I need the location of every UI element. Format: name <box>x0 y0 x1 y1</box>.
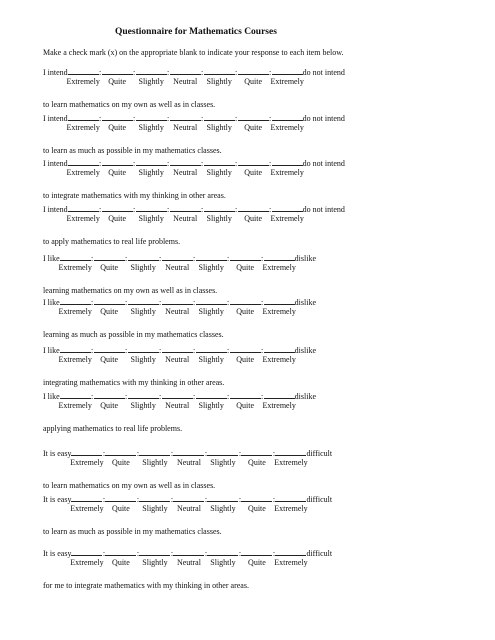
scale-label: Neutral <box>165 263 190 272</box>
response-blank[interactable] <box>241 448 272 456</box>
blank-separator: : <box>91 254 94 263</box>
response-blank[interactable] <box>272 113 303 121</box>
response-blank[interactable] <box>272 204 303 212</box>
response-blank[interactable] <box>196 253 227 261</box>
scale-label: Neutral <box>176 504 201 513</box>
blank-separator: : <box>167 114 170 123</box>
response-blank[interactable] <box>60 391 91 399</box>
scale-label: Quite <box>100 307 119 316</box>
right-anchor-label: difficult <box>306 449 333 458</box>
response-blank[interactable] <box>136 113 167 121</box>
blank-separator: : <box>99 68 102 77</box>
blank-separator: : <box>269 68 272 77</box>
scale-label: Slightly <box>130 355 156 364</box>
response-blank[interactable] <box>272 67 303 75</box>
scale-label: Slightly <box>206 214 232 223</box>
rating-scale <box>43 253 463 263</box>
response-blank[interactable] <box>196 345 227 353</box>
scale-label: Slightly <box>130 263 156 272</box>
response-blank[interactable] <box>238 158 269 166</box>
blank-separator: : <box>269 114 272 123</box>
rating-scale <box>43 548 463 558</box>
scale-label: Quite <box>108 168 127 177</box>
item-statement: to apply mathematics to real life problems. <box>43 237 181 246</box>
blank-separator: : <box>227 392 230 401</box>
response-blank[interactable] <box>136 158 167 166</box>
blank-separator: : <box>204 495 208 504</box>
blank-separator: : <box>133 68 136 77</box>
blank-separator: : <box>269 205 272 214</box>
scale-label: Extremely <box>274 504 308 513</box>
scale-label: Quite <box>244 168 263 177</box>
questionnaire-item <box>43 158 463 200</box>
item-statement: learning as much as possible in my mathematics classes. <box>43 330 224 339</box>
scale-label: Neutral <box>176 458 201 467</box>
scale-label: Extremely <box>262 307 296 316</box>
response-blank[interactable] <box>173 448 204 456</box>
page-title: Questionnaire for Mathematics Courses <box>115 27 277 37</box>
response-blank[interactable] <box>241 494 272 502</box>
blank-separator: : <box>227 346 230 355</box>
response-blank[interactable] <box>196 391 227 399</box>
response-blank[interactable] <box>170 204 201 212</box>
response-blank[interactable] <box>60 253 91 261</box>
scale-label: Slightly <box>206 168 232 177</box>
scale-label: Quite <box>108 123 127 132</box>
scale-label: Slightly <box>198 355 224 364</box>
scale-label: Quite <box>248 504 266 513</box>
scale-label: Quite <box>112 458 130 467</box>
scale-label: Extremely <box>66 168 100 177</box>
response-blank[interactable] <box>162 345 193 353</box>
scale-label: Extremely <box>58 263 92 272</box>
response-blank[interactable] <box>170 67 201 75</box>
scale-label: Extremely <box>274 458 308 467</box>
scale-label: Quite <box>236 355 255 364</box>
blank-separator: : <box>201 159 204 168</box>
scale-labels <box>43 123 463 134</box>
scale-label: Extremely <box>70 458 104 467</box>
response-blank[interactable] <box>196 297 227 305</box>
blank-separator: : <box>193 392 196 401</box>
blank-separator: : <box>91 346 94 355</box>
blank-separator: : <box>99 159 102 168</box>
questionnaire-item <box>43 448 463 490</box>
item-statement: to integrate mathematics with my thinking in other areas. <box>43 191 226 200</box>
blank-separator: : <box>99 205 102 214</box>
scale-labels <box>43 558 463 569</box>
scale-label: Slightly <box>210 504 236 513</box>
response-blank[interactable] <box>128 297 159 305</box>
response-blank[interactable] <box>207 494 238 502</box>
blank-separator: : <box>170 549 174 558</box>
scale-label: Neutral <box>165 401 190 410</box>
response-blank[interactable] <box>60 345 91 353</box>
scale-label: Extremely <box>58 307 92 316</box>
scale-label: Slightly <box>138 168 164 177</box>
left-anchor-label: I intend <box>43 114 68 123</box>
item-statement: learning mathematics on my own as well as in classes. <box>43 286 218 295</box>
response-blank[interactable] <box>207 548 238 556</box>
blank-separator: : <box>261 254 264 263</box>
scale-label: Quite <box>236 263 255 272</box>
response-blank[interactable] <box>94 253 125 261</box>
scale-label: Quite <box>244 214 263 223</box>
scale-label: Slightly <box>138 77 164 86</box>
blank-separator: : <box>125 346 128 355</box>
scale-label: Quite <box>100 401 119 410</box>
response-blank[interactable] <box>105 448 136 456</box>
response-blank[interactable] <box>105 494 136 502</box>
instructions: Make a check mark (x) on the appropriate blank to indicate your response to each item below. <box>43 48 344 57</box>
scale-label: Extremely <box>274 558 308 567</box>
response-blank[interactable] <box>94 391 125 399</box>
response-blank[interactable] <box>204 204 235 212</box>
scale-label: Slightly <box>142 504 168 513</box>
scale-labels <box>43 355 463 366</box>
blank-separator: : <box>269 159 272 168</box>
scale-label: Slightly <box>198 307 224 316</box>
scale-label: Slightly <box>142 558 168 567</box>
blank-separator: : <box>201 114 204 123</box>
scale-label: Extremely <box>262 263 296 272</box>
scale-label: Slightly <box>142 458 168 467</box>
scale-label: Neutral <box>165 355 190 364</box>
scale-label: Quite <box>100 263 119 272</box>
response-blank[interactable] <box>128 391 159 399</box>
response-blank[interactable] <box>238 204 269 212</box>
rating-scale <box>43 297 463 307</box>
response-blank[interactable] <box>68 158 99 166</box>
response-blank[interactable] <box>94 297 125 305</box>
blank-separator: : <box>193 346 196 355</box>
response-blank[interactable] <box>162 297 193 305</box>
scale-labels <box>43 307 463 318</box>
response-blank[interactable] <box>238 113 269 121</box>
scale-label: Neutral <box>173 77 198 86</box>
questionnaire-item <box>43 113 463 155</box>
blank-separator: : <box>193 254 196 263</box>
scale-label: Extremely <box>70 504 104 513</box>
scale-label: Slightly <box>138 123 164 132</box>
scale-label: Extremely <box>66 77 100 86</box>
response-blank[interactable] <box>136 67 167 75</box>
right-anchor-label: difficult <box>306 549 333 558</box>
scale-label: Extremely <box>58 355 92 364</box>
left-anchor-label: It is easy <box>43 549 72 558</box>
blank-separator: : <box>133 205 136 214</box>
scale-label: Extremely <box>270 214 304 223</box>
response-blank[interactable] <box>275 448 306 456</box>
rating-scale <box>43 158 463 168</box>
questionnaire-item <box>43 494 463 536</box>
scale-labels <box>43 77 463 88</box>
response-blank[interactable] <box>275 494 306 502</box>
response-blank[interactable] <box>173 494 204 502</box>
response-blank[interactable] <box>230 345 261 353</box>
blank-separator: : <box>227 298 230 307</box>
scale-label: Neutral <box>176 558 201 567</box>
scale-label: Quite <box>244 77 263 86</box>
scale-labels <box>43 168 463 179</box>
response-blank[interactable] <box>136 204 167 212</box>
blank-separator: : <box>159 254 162 263</box>
item-statement: to learn as much as possible in my mathematics classes. <box>43 527 222 536</box>
response-blank[interactable] <box>162 391 193 399</box>
right-anchor-label: do not intend <box>302 205 345 214</box>
response-blank[interactable] <box>230 297 261 305</box>
scale-label: Quite <box>236 401 255 410</box>
response-blank[interactable] <box>71 548 102 556</box>
response-blank[interactable] <box>204 158 235 166</box>
rating-scale <box>43 113 463 123</box>
rating-scale <box>43 204 463 214</box>
blank-separator: : <box>261 298 264 307</box>
response-blank[interactable] <box>60 297 91 305</box>
response-blank[interactable] <box>264 253 295 261</box>
blank-separator: : <box>204 449 208 458</box>
response-blank[interactable] <box>68 204 99 212</box>
right-anchor-label: do not intend <box>302 159 345 168</box>
blank-separator: : <box>193 298 196 307</box>
response-blank[interactable] <box>230 391 261 399</box>
item-statement: for me to integrate mathematics with my thinking in other areas. <box>43 581 249 590</box>
blank-separator: : <box>170 495 174 504</box>
blank-separator: : <box>238 549 242 558</box>
scale-label: Quite <box>112 504 130 513</box>
scale-label: Quite <box>236 307 255 316</box>
scale-labels <box>43 263 463 274</box>
blank-separator: : <box>167 68 170 77</box>
right-anchor-label: dislike <box>294 392 317 401</box>
response-blank[interactable] <box>102 204 133 212</box>
left-anchor-label: I intend <box>43 205 68 214</box>
questionnaire-item <box>43 297 463 339</box>
rating-scale <box>43 448 463 458</box>
questionnaire-item <box>43 548 463 590</box>
right-anchor-label: dislike <box>294 346 317 355</box>
response-blank[interactable] <box>139 448 170 456</box>
response-blank[interactable] <box>68 113 99 121</box>
blank-separator: : <box>159 298 162 307</box>
blank-separator: : <box>159 392 162 401</box>
response-blank[interactable] <box>207 448 238 456</box>
response-blank[interactable] <box>105 548 136 556</box>
response-blank[interactable] <box>94 345 125 353</box>
rating-scale <box>43 494 463 504</box>
scale-label: Quite <box>108 77 127 86</box>
scale-label: Neutral <box>165 307 190 316</box>
blank-separator: : <box>136 549 140 558</box>
response-blank[interactable] <box>173 548 204 556</box>
response-blank[interactable] <box>230 253 261 261</box>
blank-separator: : <box>102 495 106 504</box>
blank-separator: : <box>133 114 136 123</box>
response-blank[interactable] <box>128 345 159 353</box>
response-blank[interactable] <box>162 253 193 261</box>
left-anchor-label: It is easy <box>43 495 72 504</box>
scale-label: Neutral <box>173 214 198 223</box>
scale-label: Slightly <box>206 123 232 132</box>
scale-label: Extremely <box>262 401 296 410</box>
blank-separator: : <box>159 346 162 355</box>
scale-label: Extremely <box>270 123 304 132</box>
scale-label: Quite <box>100 355 119 364</box>
scale-label: Quite <box>244 123 263 132</box>
blank-separator: : <box>125 392 128 401</box>
right-anchor-label: do not intend <box>302 68 345 77</box>
blank-separator: : <box>272 549 276 558</box>
scale-label: Extremely <box>70 558 104 567</box>
scale-label: Extremely <box>270 168 304 177</box>
blank-separator: : <box>91 392 94 401</box>
blank-separator: : <box>227 254 230 263</box>
response-blank[interactable] <box>128 253 159 261</box>
scale-label: Quite <box>248 458 266 467</box>
scale-label: Slightly <box>206 77 232 86</box>
scale-label: Slightly <box>130 307 156 316</box>
blank-separator: : <box>261 392 264 401</box>
left-anchor-label: It is easy <box>43 449 72 458</box>
response-blank[interactable] <box>204 67 235 75</box>
scale-label: Quite <box>112 558 130 567</box>
scale-label: Extremely <box>262 355 296 364</box>
item-statement: applying mathematics to real life problems. <box>43 424 183 433</box>
response-blank[interactable] <box>102 158 133 166</box>
response-blank[interactable] <box>170 113 201 121</box>
left-anchor-label: I like <box>43 254 60 263</box>
rating-scale <box>43 345 463 355</box>
item-statement: integrating mathematics with my thinking in other areas. <box>43 378 225 387</box>
scale-label: Quite <box>108 214 127 223</box>
scale-label: Extremely <box>270 77 304 86</box>
response-blank[interactable] <box>275 548 306 556</box>
response-blank[interactable] <box>204 113 235 121</box>
scale-label: Slightly <box>198 401 224 410</box>
questionnaire-item <box>43 253 463 295</box>
response-blank[interactable] <box>139 548 170 556</box>
blank-separator: : <box>235 159 238 168</box>
rating-scale <box>43 67 463 77</box>
blank-separator: : <box>167 205 170 214</box>
blank-separator: : <box>125 298 128 307</box>
response-blank[interactable] <box>170 158 201 166</box>
questionnaire-item <box>43 391 463 433</box>
response-blank[interactable] <box>241 548 272 556</box>
scale-labels <box>43 504 463 515</box>
response-blank[interactable] <box>68 67 99 75</box>
right-anchor-label: dislike <box>294 298 317 307</box>
scale-label: Extremely <box>58 401 92 410</box>
blank-separator: : <box>272 495 276 504</box>
scale-label: Slightly <box>210 458 236 467</box>
item-statement: to learn mathematics on my own as well as in classes. <box>43 100 216 109</box>
blank-separator: : <box>170 449 174 458</box>
response-blank[interactable] <box>264 297 295 305</box>
response-blank[interactable] <box>102 113 133 121</box>
blank-separator: : <box>102 549 106 558</box>
scale-label: Neutral <box>173 168 198 177</box>
blank-separator: : <box>91 298 94 307</box>
scale-labels <box>43 214 463 225</box>
blank-separator: : <box>201 205 204 214</box>
blank-separator: : <box>235 114 238 123</box>
response-blank[interactable] <box>264 345 295 353</box>
scale-label: Slightly <box>210 558 236 567</box>
scale-labels <box>43 401 463 412</box>
response-blank[interactable] <box>71 448 102 456</box>
blank-separator: : <box>102 449 106 458</box>
blank-separator: : <box>201 68 204 77</box>
response-blank[interactable] <box>102 67 133 75</box>
blank-separator: : <box>125 254 128 263</box>
left-anchor-label: I intend <box>43 68 68 77</box>
questionnaire-item <box>43 345 463 387</box>
response-blank[interactable] <box>238 67 269 75</box>
scale-label: Neutral <box>173 123 198 132</box>
right-anchor-label: do not intend <box>302 114 345 123</box>
questionnaire-item <box>43 204 463 246</box>
rating-scale <box>43 391 463 401</box>
right-anchor-label: dislike <box>294 254 317 263</box>
item-statement: to learn as much as possible in my mathematics classes. <box>43 146 222 155</box>
response-blank[interactable] <box>264 391 295 399</box>
blank-separator: : <box>136 449 140 458</box>
blank-separator: : <box>235 205 238 214</box>
blank-separator: : <box>99 114 102 123</box>
left-anchor-label: I like <box>43 392 60 401</box>
right-anchor-label: difficult <box>306 495 333 504</box>
scale-label: Slightly <box>138 214 164 223</box>
scale-label: Slightly <box>130 401 156 410</box>
left-anchor-label: I like <box>43 298 60 307</box>
scale-label: Extremely <box>66 123 100 132</box>
blank-separator: : <box>136 495 140 504</box>
left-anchor-label: I intend <box>43 159 68 168</box>
blank-separator: : <box>167 159 170 168</box>
blank-separator: : <box>261 346 264 355</box>
response-blank[interactable] <box>71 494 102 502</box>
response-blank[interactable] <box>272 158 303 166</box>
scale-label: Slightly <box>198 263 224 272</box>
scale-label: Quite <box>248 558 266 567</box>
questionnaire-item <box>43 67 463 109</box>
item-statement: to learn mathematics on my own as well as in classes. <box>43 481 216 490</box>
scale-label: Extremely <box>66 214 100 223</box>
blank-separator: : <box>238 449 242 458</box>
blank-separator: : <box>238 495 242 504</box>
blank-separator: : <box>235 68 238 77</box>
blank-separator: : <box>133 159 136 168</box>
blank-separator: : <box>204 549 208 558</box>
response-blank[interactable] <box>139 494 170 502</box>
scale-labels <box>43 458 463 469</box>
blank-separator: : <box>272 449 276 458</box>
left-anchor-label: I like <box>43 346 60 355</box>
